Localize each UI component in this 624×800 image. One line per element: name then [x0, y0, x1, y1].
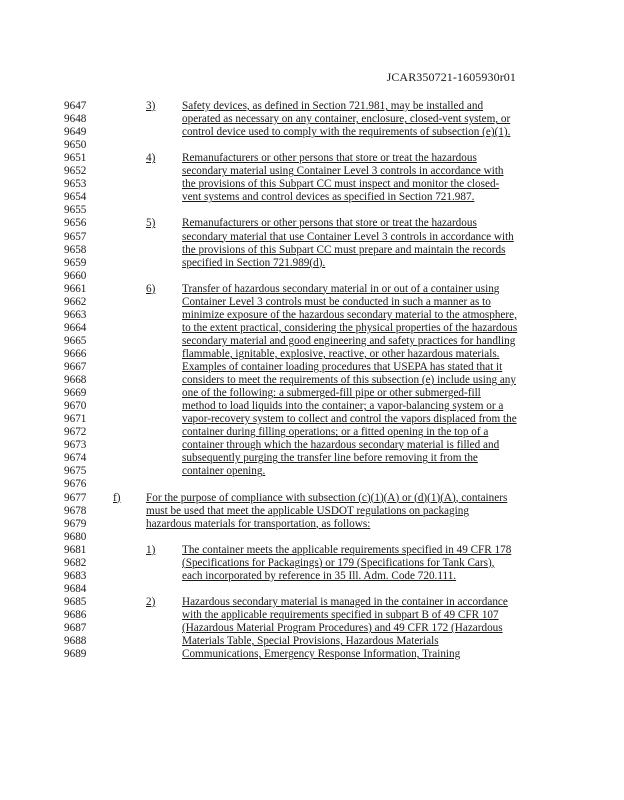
document-line	[0, 139, 624, 152]
line-text: container during filling operations; or a fitted opening in the top of a	[182, 426, 489, 439]
document-line	[0, 492, 624, 505]
line-text: secondary material that use Container Level 3 controls in accordance with	[182, 230, 514, 243]
line-number: 9667	[64, 361, 87, 373]
document-line	[0, 505, 624, 518]
line-number: 9657	[64, 230, 87, 243]
line-text: Examples of container loading procedures that USEPA has stated that it	[182, 361, 503, 373]
line-number: 9650	[64, 139, 87, 152]
line-number: 9674	[64, 452, 87, 465]
line-text: the provisions of this Subpart CC must prepare and maintain the records	[182, 243, 506, 256]
line-number: 9669	[64, 387, 87, 400]
line-text: must be used that meet the applicable USDOT regulations on packaging	[146, 504, 469, 517]
list-marker: 1)	[146, 543, 156, 556]
line-number: 9670	[64, 400, 87, 413]
line-text: The container meets the applicable requirements specified in 49 CFR 178	[182, 543, 512, 556]
line-text: Materials Table, Special Provisions, Hazardous Materials	[182, 635, 439, 648]
line-number: 9663	[64, 308, 87, 321]
line-number: 9652	[64, 165, 87, 178]
document-line	[0, 478, 624, 491]
document-line	[0, 113, 624, 126]
line-text: Hazardous secondary material is managed in the container in accordance	[182, 595, 508, 608]
document-line	[0, 270, 624, 283]
document-line	[0, 583, 624, 596]
line-text: subsequently purging the transfer line before removing it from the	[182, 452, 478, 465]
line-text: container opening.	[182, 465, 266, 478]
line-text: hazardous materials for transportation, as follows:	[146, 517, 371, 530]
line-text: Remanufacturers or other persons that store or treat the hazardous	[182, 217, 477, 230]
line-text: specified in Section 721.989(d).	[182, 256, 326, 269]
list-marker: 4)	[146, 152, 156, 165]
document-line	[0, 387, 624, 400]
line-number: 9673	[64, 439, 87, 452]
document-line	[0, 465, 624, 478]
document-line	[0, 622, 624, 635]
document-line	[0, 178, 624, 191]
line-number: 9680	[64, 530, 87, 543]
document-line	[0, 452, 624, 465]
line-number: 9661	[64, 282, 87, 295]
document-line	[0, 283, 624, 296]
document-line	[0, 217, 624, 230]
line-number: 9668	[64, 374, 87, 387]
document-line	[0, 439, 624, 452]
document-line	[0, 296, 624, 309]
line-number: 9648	[64, 113, 87, 126]
document-line	[0, 413, 624, 426]
line-number: 9678	[64, 504, 87, 517]
line-text: Container Level 3 controls must be conducted in such a manner as to	[182, 295, 491, 308]
document-line	[0, 335, 624, 348]
line-text: Remanufacturers or other persons that store or treat the hazardous	[182, 152, 477, 165]
list-marker: 3)	[146, 100, 156, 112]
document-line	[0, 400, 624, 413]
line-number: 9655	[64, 204, 87, 217]
line-number: 9689	[64, 648, 87, 661]
line-text: (Hazardous Material Program Procedures) and 49 CFR 172 (Hazardous	[182, 622, 503, 634]
line-text: vapor-recovery system to collect and control the vapors displaced from the	[182, 413, 517, 426]
line-number: 9687	[64, 622, 87, 634]
line-number: 9672	[64, 426, 87, 439]
line-text: one of the following: a submerged-fill pipe or other submerged-fill	[182, 387, 481, 400]
document-line	[0, 191, 624, 204]
line-text: Transfer of hazardous secondary material in or out of a container using	[182, 282, 500, 295]
document-line	[0, 126, 624, 139]
line-text: minimize exposure of the hazardous secondary material to the atmosphere,	[182, 308, 517, 321]
line-number: 9647	[64, 100, 87, 112]
line-number: 9658	[64, 243, 87, 256]
line-number: 9685	[64, 595, 87, 608]
line-number: 9671	[64, 413, 87, 426]
line-number: 9676	[64, 478, 87, 491]
document-line	[0, 257, 624, 270]
line-text: For the purpose of compliance with subsection (c)(1)(A) or (d)(1)(A), containers	[146, 491, 508, 504]
line-text: secondary material using Container Level 3 controls in accordance with	[182, 165, 504, 178]
line-text: the provisions of this Subpart CC must inspect and monitor the closed-	[182, 178, 500, 191]
line-number: 9656	[64, 217, 87, 230]
line-text: container through which the hazardous secondary material is filled and	[182, 439, 500, 452]
line-number: 9677	[64, 491, 87, 504]
document-line	[0, 635, 624, 648]
document-line	[0, 557, 624, 570]
document-line	[0, 544, 624, 557]
line-number: 9654	[64, 191, 87, 204]
line-text: considers to meet the requirements of this subsection (e) include using any	[182, 374, 516, 387]
line-number: 9649	[64, 126, 87, 139]
document-line	[0, 244, 624, 257]
document-id-header: JCAR350721-1605930r01	[386, 70, 516, 84]
line-number: 9683	[64, 569, 87, 582]
line-number: 9664	[64, 321, 87, 334]
document-line	[0, 165, 624, 178]
line-number: 9679	[64, 517, 87, 530]
line-text: each incorporated by reference in 35 Ill. Adm. Code 720.111.	[182, 569, 457, 582]
document-line	[0, 361, 624, 374]
line-text: secondary material and good engineering and safety practices for handling	[182, 334, 516, 347]
line-text: Communications, Emergency Response Information, Training	[182, 648, 461, 661]
line-text: control device used to comply with the requirements of subsection (e)(1).	[182, 126, 511, 139]
line-text: to the extent practical, considering the physical properties of the hazardous	[182, 321, 518, 334]
line-text: Safety devices, as defined in Section 721.981, may be installed and	[182, 100, 484, 112]
line-text: vent systems and control devices as specified in Section 721.987.	[182, 191, 475, 204]
line-text: flammable, ignitable, explosive, reactive, or other hazardous materials.	[182, 347, 500, 360]
document-line	[0, 518, 624, 531]
line-number: 9688	[64, 635, 87, 648]
line-number: 9659	[64, 256, 87, 269]
line-number: 9653	[64, 178, 87, 191]
list-marker: 5)	[146, 217, 156, 230]
line-text: (Specifications for Packagings) or 179 (Specifications for Tank Cars),	[182, 556, 495, 569]
document-line	[0, 570, 624, 583]
line-number: 9665	[64, 334, 87, 347]
document-line	[0, 152, 624, 165]
document-line	[0, 231, 624, 244]
line-text: with the applicable requirements specified in subpart B of 49 CFR 107	[182, 608, 499, 621]
document-line	[0, 322, 624, 335]
document-line	[0, 596, 624, 609]
line-number: 9660	[64, 269, 87, 282]
document-line	[0, 609, 624, 622]
line-text: method to load liquids into the container; a vapor-balancing system or a	[182, 400, 504, 413]
line-number: 9675	[64, 465, 87, 478]
list-marker: f)	[113, 491, 121, 504]
line-number: 9651	[64, 152, 87, 165]
document-line	[0, 100, 624, 113]
document-line	[0, 374, 624, 387]
line-number: 9681	[64, 543, 87, 556]
line-number: 9684	[64, 582, 87, 595]
line-number: 9686	[64, 608, 87, 621]
list-marker: 2)	[146, 595, 156, 608]
document-line	[0, 426, 624, 439]
line-number: 9662	[64, 295, 87, 308]
list-marker: 6)	[146, 282, 156, 295]
line-number: 9682	[64, 556, 87, 569]
document-line	[0, 348, 624, 361]
document-line	[0, 204, 624, 217]
line-text: operated as necessary on any container, enclosure, closed-vent system, or	[182, 113, 511, 126]
line-number: 9666	[64, 347, 87, 360]
document-line	[0, 309, 624, 322]
document-line	[0, 648, 624, 661]
document-line	[0, 531, 624, 544]
